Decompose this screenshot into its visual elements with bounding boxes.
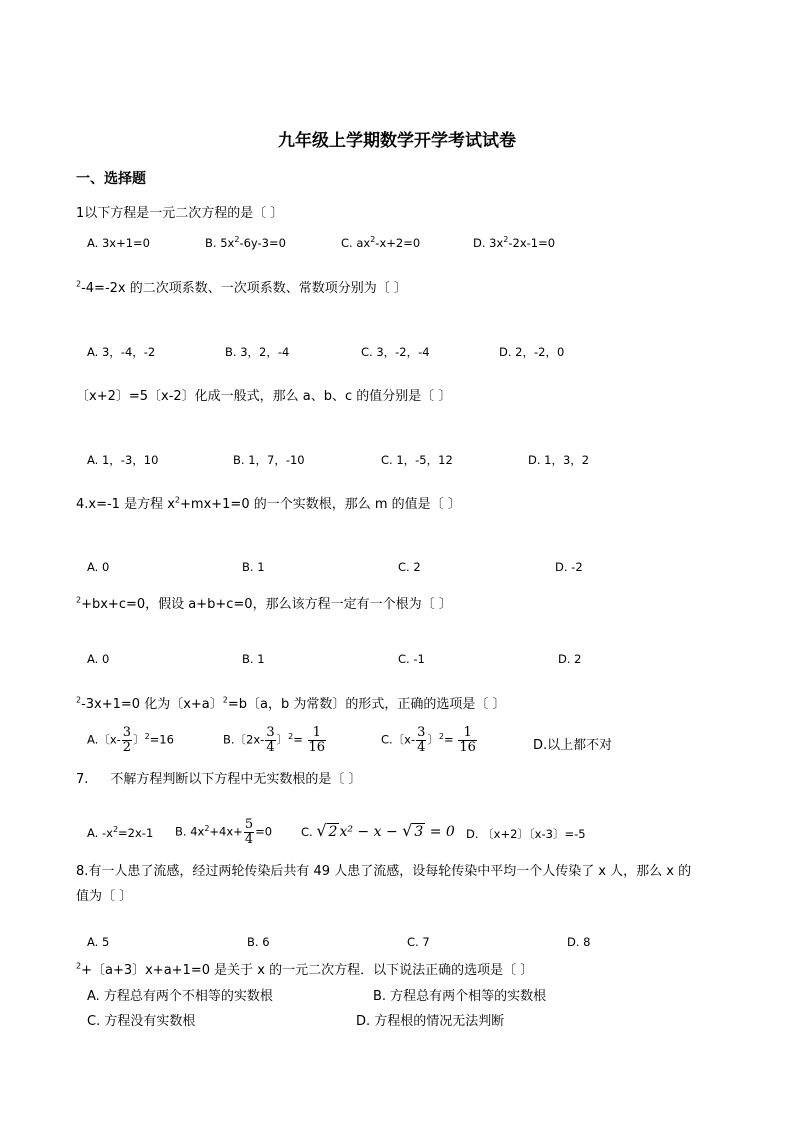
- q5-option-b[interactable]: B. 1: [242, 652, 265, 666]
- q2-option-b[interactable]: B. 3，2，-4: [225, 345, 290, 359]
- question-9-stem: $^2$+〔a+3〕x+a+1=0 是关于 x 的一元二次方程．以下说法正确的选项是〔 〕: [76, 961, 534, 978]
- q8-option-a[interactable]: A. 5: [87, 935, 110, 949]
- question-1-stem: 1以下方程是一元二次方程的是〔 〕: [76, 206, 284, 221]
- q4-option-d[interactable]: D. -2: [555, 560, 583, 574]
- q1-option-b[interactable]: B. $5x^2-6y-3=0$: [205, 235, 286, 250]
- question-6-stem: $^2$-3x+1=0 化为〔x+a〕$^2$=b〔a，b 为常数〕的形式，正确的选项是〔 〕: [76, 695, 506, 712]
- q7-option-c[interactable]: C. √ 2 x² − x − √ 3 = 0: [301, 821, 455, 840]
- q7-option-b[interactable]: B. $4x^2+4x+$ $\frac{5}{4}$ =0: [175, 817, 273, 847]
- q4-option-b[interactable]: B. 1: [242, 560, 265, 574]
- q6-option-b[interactable]: B.〔2x- $\frac{3}{4}$ 〕$^2$= $\frac{1}{16}$: [223, 725, 326, 755]
- q2-option-d[interactable]: D. 2，-2，0: [499, 345, 565, 359]
- q5-option-a[interactable]: A. 0: [87, 652, 110, 666]
- q2-option-c[interactable]: C. 3，-2，-4: [361, 345, 430, 359]
- q6-option-c[interactable]: C.〔x- $\frac{3}{4}$ 〕$^2$= $\frac{1}{16}$: [381, 725, 476, 755]
- q8-option-c[interactable]: C. 7: [407, 935, 430, 949]
- section-heading: 一、选择题: [76, 171, 146, 187]
- q3-option-d[interactable]: D. 1，3，2: [528, 453, 590, 467]
- question-3-stem: 〔x+2〕=5〔x-2〕化成一般式，那么 a、b、c 的值分别是〔 〕: [76, 389, 452, 404]
- q7-option-a[interactable]: A. $-x^2=2x-1$: [87, 825, 154, 840]
- question-5-stem: $^2$+bx+c=0，假设 a+b+c=0，那么该方程一定有一个根为〔 〕: [76, 595, 452, 612]
- q4-option-a[interactable]: A. 0: [87, 560, 110, 574]
- q3-option-b[interactable]: B. 1，7，-10: [233, 453, 305, 467]
- q5-option-c[interactable]: C. -1: [398, 652, 425, 666]
- question-8-stem-line1: 8.有一人患了流感，经过两轮传染后共有 49 人患了流感，设每轮传染中平均一个人传染了 x 人，那么 x 的: [76, 864, 692, 879]
- fraction: $\frac{5}{4}$: [244, 817, 254, 847]
- q3-option-a[interactable]: A. 1，-3，10: [87, 453, 159, 467]
- q3-option-c[interactable]: C. 1，-5，12: [381, 453, 453, 467]
- q9-option-d[interactable]: D. 方程根的情况无法判断: [356, 1014, 505, 1029]
- fraction: $\frac{3}{4}$: [266, 725, 275, 755]
- fraction: $\frac{1}{16}$: [459, 725, 476, 755]
- q6-option-a[interactable]: A.〔x- $\frac{3}{2}$ 〕$^2$=16: [87, 725, 174, 755]
- q9-option-b[interactable]: B. 方程总有两个相等的实数根: [373, 989, 547, 1004]
- q5-option-d[interactable]: D. 2: [558, 652, 582, 666]
- question-7-stem: 7. 不解方程判断以下方程中无实数根的是〔 〕: [76, 772, 362, 787]
- fraction: $\frac{1}{16}$: [308, 725, 326, 755]
- page-title: 九年级上学期数学开学考试试卷: [278, 131, 516, 151]
- q1-option-d[interactable]: D. $3x^2-2x-1=0$: [473, 235, 556, 250]
- question-4-stem: 4.x=-1 是方程 $x^2+mx+1=0$ 的一个实数根，那么 m 的值是〔 〕: [76, 495, 461, 512]
- fraction: $\frac{3}{2}$: [122, 725, 132, 755]
- q4-option-c[interactable]: C. 2: [398, 560, 421, 574]
- q1-option-c[interactable]: C. $ax^2-x+2=0$: [341, 235, 421, 250]
- q2-option-a[interactable]: A. 3，-4，-2: [87, 345, 156, 359]
- q8-option-d[interactable]: D. 8: [567, 935, 591, 949]
- fraction: $\frac{3}{4}$: [417, 725, 426, 755]
- question-2-stem: $^2$-4=-2x 的二次项系数、一次项系数、常数项分别为〔 〕: [76, 279, 407, 296]
- q8-option-b[interactable]: B. 6: [247, 935, 270, 949]
- q9-option-c[interactable]: C. 方程没有实数根: [87, 1014, 196, 1029]
- q6-option-d[interactable]: D.以上都不对: [533, 738, 613, 753]
- q1-option-a[interactable]: A. 3x+1=0: [87, 236, 151, 250]
- q7-option-d[interactable]: D. 〔x+2〕〔x-3〕=-5: [466, 827, 586, 841]
- q9-option-a[interactable]: A. 方程总有两个不相等的实数根: [87, 989, 273, 1004]
- question-8-stem-line2: 值为〔 〕: [76, 889, 133, 904]
